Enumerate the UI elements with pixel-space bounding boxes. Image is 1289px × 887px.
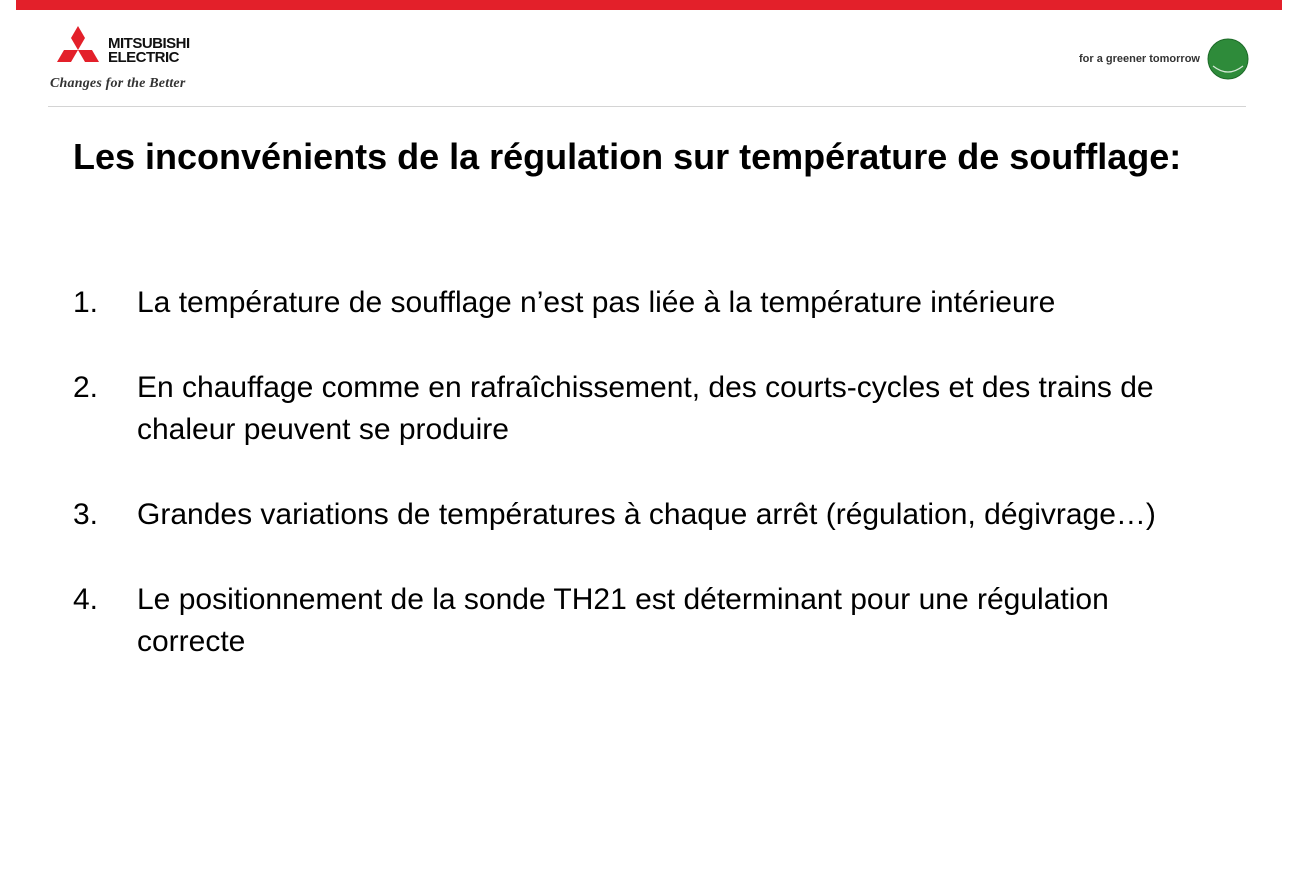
list-item-number: 4.: [73, 583, 99, 616]
list-item: [73, 494, 1223, 536]
eco-badge-line-2: Changes: [1254, 59, 1286, 69]
mitsubishi-electric-logo: [48, 24, 228, 96]
list-item: [73, 367, 1223, 451]
eco-badge-line-1: eco: [1260, 44, 1280, 59]
slide-title: Les inconvénients de la régulation sur température de soufflage:: [73, 136, 1182, 177]
brand-line-1: MITSUBISHI: [108, 35, 190, 52]
eco-changes-icon: [1207, 38, 1286, 80]
list-item: [73, 579, 1223, 663]
brand-tagline: Changes for the Better: [50, 76, 186, 91]
eco-tagline: for a greener tomorrow: [1078, 53, 1200, 65]
list-item-number: 2.: [73, 371, 99, 404]
top-accent-bar: [16, 0, 1282, 10]
brand-line-2: ELECTRIC: [108, 49, 179, 66]
header-divider: [48, 106, 1246, 107]
list-item-text: Le positionnement de la sonde TH21 est déterminant pour une régulation correcte: [137, 583, 1109, 658]
list-item-text: Grandes variations de températures à chaque arrêt (régulation, dégivrage…): [137, 498, 1156, 531]
eco-changes-branding: [1078, 36, 1286, 82]
three-diamonds-icon: [50, 26, 106, 76]
list-item-number: 3.: [73, 498, 99, 531]
slide-numbered-list: [73, 282, 1223, 706]
list-item: [73, 282, 1223, 324]
list-item-text: La température de soufflage n’est pas liée à la température intérieure: [137, 286, 1056, 319]
list-item-text: En chauffage comme en rafraîchissement, des courts-cycles et des trains de chaleur peuvent se produire: [137, 371, 1154, 446]
list-item-number: 1.: [73, 286, 99, 319]
